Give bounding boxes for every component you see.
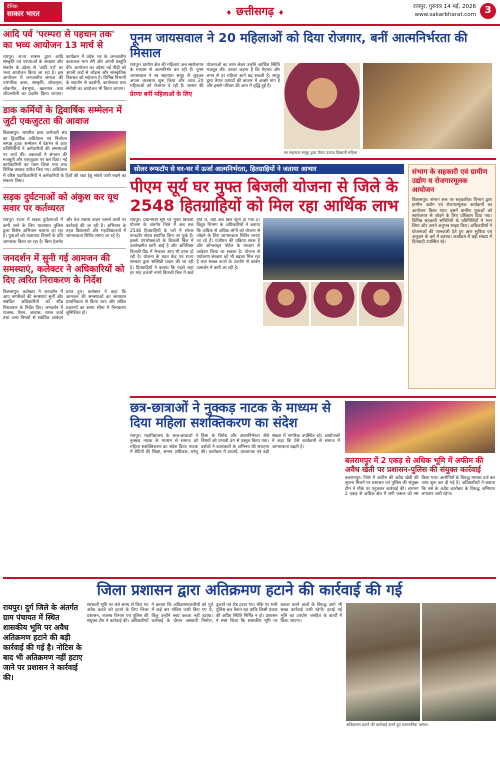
opium-raid-headline: बलरामपुर में 2 एकड़ से अधिक भूमि में अफीम की अवैध खेती पर प्रशासन-पुलिस की संयुक्त कार्रवाई (345, 456, 484, 474)
lead-photo-beneficiary-3 (359, 282, 404, 326)
website-text: www.sakarbharat.com (414, 12, 476, 18)
top-photo-products (363, 63, 492, 149)
encroachment-story (3, 577, 496, 754)
lead-kicker: सोलर रूफटॉप से घर-घर में ऊर्जा आत्मनिर्भरता, हितग्राहियों ने जताया आभार (130, 164, 404, 174)
top-story (130, 30, 496, 160)
masthead (0, 0, 500, 26)
encroachment-body: सरकारी भूमि पर लंबे समय से किए गए अवैध कब्जे को हटाने के लिए जिला प्रशासन, राजस्व विभाग एवं पुलिस की संयुक्त टीम ने कार्रवाई की। अधिकारियों ने बताया कि अतिक्रमणकारियों को पूर्व में कई बार नोटिस जारी किए गए थे, किंतु उन्होंने स्वयं कब्जा नहीं हटाया। कार्रवाई के दौरान अस्थायी निर्माण, दुकानें एवं शेड हटाए गए। मौके पर भारी पुलिस बल तैनात रहा ताकि किसी प्रकार की अप्रिय स्थिति निर्मित न हो। प्रशासन ने स्पष्ट किया कि शासकीय भूमि पर कब्जा करने वालों के विरुद्ध आगे भी सख्त कार्रवाई जारी रहेगी। हटाई गई भूमि का उपयोग जनहित के कार्यों में किया जाएगा। (87, 603, 342, 624)
lead-photo-beneficiary-1 (263, 282, 309, 326)
story-body: बिलासपुर। भारतीय डाक कर्मचारी संघ का द्विवार्षिक अधिवेशन एवं निर्वाचन सम्पन्न हुआ। सम्मेलन में देशभर से आए प्रतिनिधियों ने कर्मचारियों की समस्याओं पर चर्चा की। वक्ताओं ने संगठन की मजबूती और एकजुटता पर बल दिया। नई कार्यकारिणी का गठन किया गया तथा विभिन्न प्रस्ताव पारित किए गए। अधिवेशन में वरिष्ठ पदाधिकारियों ने कर्मचारियों के हितों की रक्षा हेतु संघर्ष जारी रखने का संकल्प लिया। (3, 131, 126, 185)
top-body: रायपुर। ग्रामीण क्षेत्र की महिलाएं अब स्वरोजगार के माध्यम से आत्मनिर्भर बन रही हैं। पूनम जायसवाल ने स्व सहायता समूह से जुड़कर अपना व्यवसाय शुरू किया और आज 20 महिलाओं को रोजगार दे रही हैं। शासन की योजनाओं का लाभ लेकर उन्होंने आर्थिक स्थिति मजबूत की। उनका कहना है कि मेहनत और लगन से हर महिला आगे बढ़ सकती है। समूह द्वारा तैयार उत्पादों की बाजार में अच्छी मांग है और इससे परिवार की आय में वृद्धि हुई है। (130, 63, 280, 90)
story-headline: डाक कर्मियों के द्विवार्षिक सम्मेलन में जुटी एकजुटता की आवाज (3, 106, 122, 128)
story-photo (70, 131, 126, 171)
sidebar-story-cooperative (408, 164, 496, 389)
story-aadi-parv (3, 30, 126, 101)
encroachment-photo-1 (346, 603, 420, 721)
lead-headline: पीएम सूर्य घर मुफ्त बिजली योजना से जिले के 2548 हितग्राहियों को मिल रहा आर्थिक लाभ (130, 177, 399, 215)
story-body: बिलासपुर। कलेक्टर ने जनदर्शन में आए नागरिकों की समस्याएं सुनीं और संबंधित अधिकारियों को शीघ्र निराकरण के निर्देश दिए। जनदर्शन में राजस्व, पेंशन, आवास, राशन कार्ड तथा अन्य विषयों से संबंधित आवेदन प्राप्त हुए। कलेक्टर ने कहा कि आमजन की समस्याओं का समाधान प्राथमिकता से किया जाए और लंबित प्रकरणों का समय सीमा में निराकरण सुनिश्चित हो। (3, 289, 126, 322)
encroachment-caption: अतिक्रमण हटाने की कार्रवाई करते हुए प्रशासनिक अमला (346, 722, 428, 727)
story-body: रायपुर। राज्य शासन द्वारा आदि संस्कृति एवं परंपराओं के संरक्षण और संवर्धन के उद्देश्य से 'आदि पर्व' का भव्य आयोजन किया जा रहा है। इस आयोजन में जनजातीय समाज की पारंपरिक कला, संस्कृति, लोकनृत्य, लोकगीत, वेशभूषा, खानपान तथा जीवनशैली का प्रदर्शन किया जाएगा। कार्यक्रम में प्रदेश भर के जनजातीय कलाकार भाग लेंगे और अपनी प्रस्तुति देंगे। आयोजन का उद्देश्य नई पीढ़ी को अपनी जड़ों से जोड़ना और सांस्कृतिक विरासत को सहेजना है। विभिन्न विभागों के सहयोग से प्रदर्शनी, कार्यशाला तथा संगोष्ठी का आयोजन भी किया जाएगा। (3, 55, 127, 98)
opium-raid-photo (345, 401, 495, 453)
left-column (3, 30, 126, 575)
top-headline: पूनम जायसवाल ने 20 महिलाओं को दिया रोजगार, बनीं आत्मनिर्भरता की मिसाल (130, 30, 468, 60)
story-headline: आदि पर्व 'परम्परा से पहचान तक' का भव्य आयोजन 13 मार्च से (3, 30, 115, 51)
sidebar-body: बिलासपुर। संभाग स्तर पर सहकारिता विभाग द्वारा ग्रामीण उद्योग एवं रोजगारमूलक कार्यक्रमों का आयोजन किया गया। इसमें ग्रामीण युवाओं को स्वरोजगार से जोड़ने के लिए प्रशिक्षण दिया गया। विभिन्न सहकारी समितियों के प्रतिनिधियों ने भाग लिया और अपने अनुभव साझा किए। अधिकारियों ने योजनाओं की जानकारी देते हुए ऋण सुविधा एवं अनुदान के बारे में बताया। कार्यक्रम में बड़ी संख्या में हितग्राही उपस्थित रहे। (412, 198, 492, 246)
top-subhead: प्रेरणा बनीं महिलाओं के लिए (130, 91, 193, 99)
street-play-headline: छत्र-छात्राओं ने नुक्कड़ नाटक के माध्यम से दिया महिला सशक्तिकरण का संदेश (130, 401, 331, 431)
story-headline: सड़क दुर्घटनाओं को अंकुश कर यूथ सवार पर कर्तव्यरत (3, 193, 119, 215)
newspaper-logo (4, 2, 62, 22)
sidebar-headline: संभाग के सहकारी एवं ग्रामीण उद्योग व रोजगारमूलक आयोजन (412, 168, 488, 194)
logo-small-text: दैनिक (7, 4, 18, 10)
section-title: ♦ छत्तीसगढ़ ♦ (200, 3, 310, 20)
story-body: रायपुर। राज्य में सड़क दुर्घटनाओं में कमी लाने के लिए यातायात पुलिस द्वारा विशेष अभियान चलाया जा रहा है। युवाओं को यातायात नियमों के प्रति जागरूक किया जा रहा है। बिना हेलमेट और तेज रफ्तार वाहन चलाने वालों पर कार्रवाई की जा रही है। अभियान के तहत विद्यालयों और महाविद्यालयों में जागरूकता शिविर लगाए जा रहे हैं। (3, 218, 126, 245)
encroachment-intro: रायपुर। दुर्ग जिले के अंतर्गत ग्राम पंचायत में स्थित शासकीय भूमि पर अवैध अतिक्रमण हटाने की बड़ी कार्रवाई की गई है। नोटिस के बाद भी अतिक्रमण नहीं हटाए जाने पर प्रशासन ने कार्रवाई की। (3, 603, 83, 682)
logo-name: साकार भारत (7, 10, 40, 18)
opium-raid-body: बलरामपुर। जिले में अफीम की अवैध खेती की सूचना मिलने पर प्रशासन एवं पुलिस की संयुक्त टीम ने मौके पर पहुंचकर कार्रवाई की। लगभग 2 एकड़ से अधिक क्षेत्र में लगी फसल को नष्ट किया गया। आरोपियों के विरुद्ध मामला दर्ज कर जांच शुरू कर दी गई है। अधिकारियों ने बताया कि नशे के अवैध कारोबार के विरुद्ध अभियान लगातार जारी रहेगा। (345, 476, 495, 497)
story-jandarshan (3, 254, 126, 325)
story-road-safety (3, 193, 126, 248)
date-text: रायपुर, गुरुवार 14 मई, 2026 (413, 4, 476, 10)
lead-photo-solar-panels (263, 218, 404, 280)
street-play-story (130, 396, 496, 534)
top-photo-portrait (284, 63, 360, 149)
encroachment-photo-2 (422, 603, 496, 721)
story-headline: जनदर्शन में सुनी गई आमजन की समस्याएं, कलेक्टर ने अधिकारियों को दिए त्वरित निराकरण के निर्देश (3, 253, 125, 286)
lead-body: रायपुर। प्रधानमंत्री सूर्य घर मुफ्त बिजली योजना के अंतर्गत जिले में अब तक 2548 हितग्राहियों के घरों में सोलर रूफटॉप संयंत्र स्थापित किए जा चुके हैं। इससे उपभोक्ताओं के बिजली बिल में उल्लेखनीय कमी आई है और अतिरिक्त बिजली ग्रिड में भेजकर आय भी प्राप्त हो रही है। योजना के तहत केंद्र एवं राज्य सरकार द्वारा सब्सिडी प्रदान की जा रही है। हितग्राहियों ने बताया कि पहले जहां हर माह हजारों रुपये बिजली बिल में खर्च होते थे, वहीं अब बिल शून्य हो गया है। विद्युत विभाग के अधिकारियों ने बताया कि अधिक से अधिक लोगों को योजना से जोड़ने के लिए जागरूकता शिविर लगाए जा रहे हैं। पंजीयन की प्रक्रिया सरल है और ऑनलाइन पोर्टल के माध्यम से आवेदन किया जा सकता है। योजना से पर्यावरण संरक्षण को भी बढ़ावा मिल रहा है तथा स्वच्छ ऊर्जा के उपयोग से कार्बन उत्सर्जन में कमी आ रही है। (130, 218, 260, 276)
page-number: 3 (480, 3, 496, 19)
encroachment-headline: जिला प्रशासन द्वारा अतिक्रमण हटाने की कार्रवाई की गई (96, 581, 403, 599)
lead-photo-beneficiary-2 (311, 282, 357, 326)
street-play-body: रायपुर। महाविद्यालय के छात्र-छात्राओं ने नुक्कड़ नाटक के माध्यम से समाज को महिला सशक्तिकरण का संदेश दिया। नाटक में बेटियों की शिक्षा, समान अधिकार, घरेलू हिंसा के विरोध और आत्मनिर्भरता जैसे विषयों को प्रभावी ढंग से प्रस्तुत किया गया। दर्शकों ने कलाकारों के अभिनय की सराहना की। कार्यक्रम में प्राचार्य, प्राध्यापक एवं बड़ी संख्या में नागरिक उपस्थित रहे। आयोजकों ने कहा कि ऐसे कार्यक्रमों से समाज में जागरूकता बढ़ती है। (130, 434, 340, 455)
top-photo-caption: स्व सहायता समूह द्वारा तैयार उत्पाद दिखाती महिला (284, 150, 358, 155)
dateline (413, 3, 476, 19)
story-postal-conference (3, 106, 126, 188)
